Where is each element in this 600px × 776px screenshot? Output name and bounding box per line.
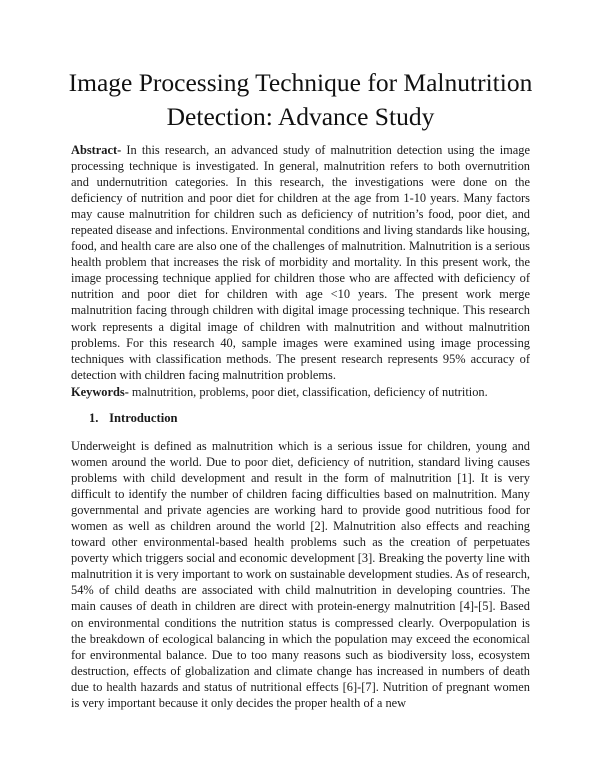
abstract-label: Abstract- — [71, 143, 122, 157]
keywords-paragraph — [71, 384, 530, 400]
paper-title — [51, 66, 550, 134]
keywords-label: Keywords- — [71, 385, 129, 399]
section-title: Introduction — [109, 411, 178, 425]
introduction-paragraph: Underweight is defined as malnutrition which is a serious issue for children, young and women around the world. Due to poor diet, deficiency of nutrition, standard living causes problems with child development and result in the form of malnutrition [1]. It is very difficult to identify the number of children facing difficulties based on malnutrition. Many governmental and private agencies are working hard to provide good nutritious food for women as well as children around the world [2]. Malnutrition also effects and reaching toward other environmental-based health problems such as the creation of perpetuates poverty which triggers social and economic development [3]. Breaking the poverty line with malnutrition it is very important to work on sustainable development studies. As of research, 54% of child deaths are associated with child malnutrition in developing countries. The main causes of death in children are direct with protein-energy malnutrition [4]-[5]. Based on environmental conditions the nutrition status is compressed clearly. Overpopulation is the breakdown of ecological balancing in which the population may exceed the economical for environmental balance. Due to too many reasons such as biodiversity loss, ecosystem destruction, effects of globalization and climate change has increased in numbers of death due to health hazards and status of nutritional effects [6]-[7]. Nutrition of pregnant women is very important because it only decides the proper health of a new — [71, 439, 530, 710]
abstract-paragraph — [71, 142, 530, 383]
title-line-2: Detection: Advance Study — [166, 102, 435, 131]
keywords-text: malnutrition, problems, poor diet, classification, deficiency of nutrition. — [128, 385, 488, 399]
section-number: 1. — [89, 411, 99, 425]
section-heading-introduction — [89, 410, 178, 426]
title-line-1: Image Processing Technique for Malnutrition — [68, 68, 533, 97]
abstract-text: In this research, an advanced study of malnutrition detection using the image processing technique is investigated. In general, malnutrition refers to both overnutrition and undernutrition categories. In this research, the investigations were done on the deficiency of nutrition and poor diet for children at the age from 1-10 years. Many factors may cause malnutrition for children such as deficiency of nutrition’s food, poor diet, and repeated disease and infections. Environmental conditions and living standards like housing, food, and health care are also one of the challenges of malnutrition. Malnutrition is a serious health problem that increases the risk of morbidity and mortality. In this present work, the image processing technique applied for children those who are affected with deficiency of nutrition and poor diet for children with age <10 years. The present work merge malnutrition facing through children with digital image processing technique. This research work represents a digital image of children with malnutrition and without malnutrition problems. For this research 40, sample images were examined using image processing techniques with classification methods. The present research represents 95% accuracy of detection with children facing malnutrition problems. — [71, 143, 530, 382]
